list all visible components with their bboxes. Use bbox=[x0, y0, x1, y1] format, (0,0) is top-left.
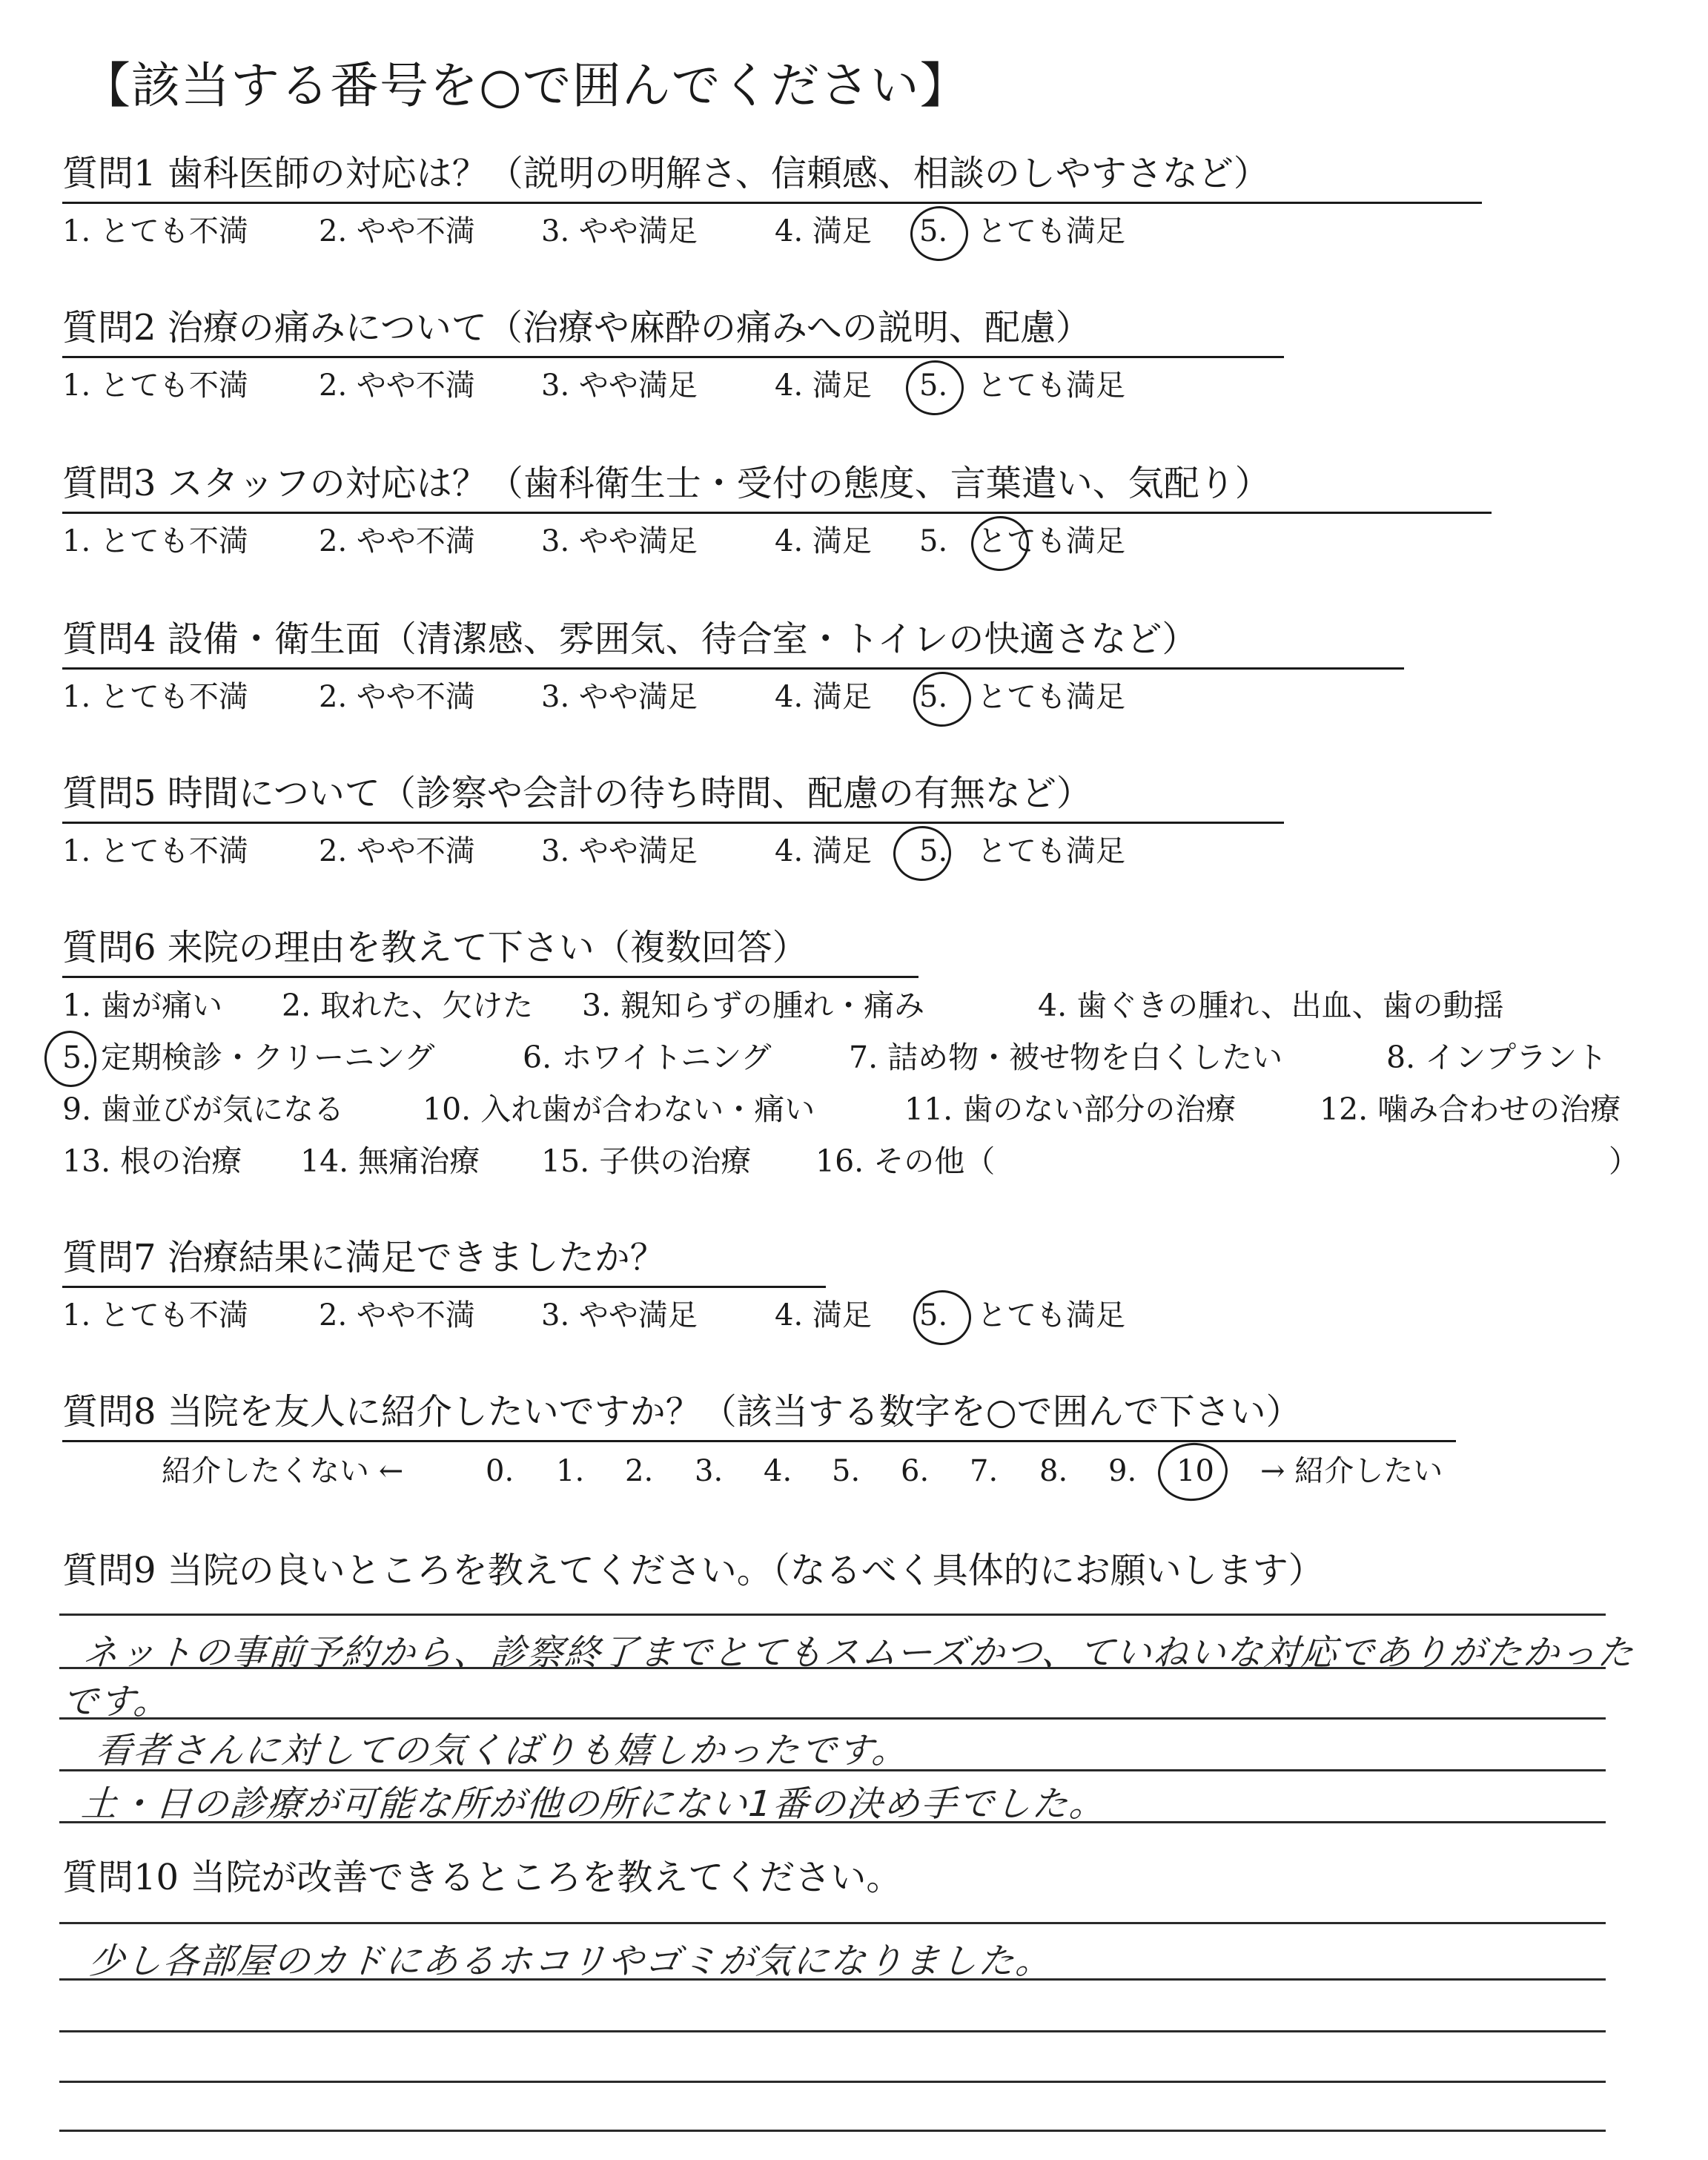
scale-option-4[interactable]: 4. 満足 bbox=[775, 1298, 872, 1332]
scale-option-1[interactable]: 1. とても不満 bbox=[62, 524, 248, 558]
question-label: 質問7 治療結果に満足できましたか？ bbox=[62, 1237, 666, 1278]
question-underline bbox=[62, 1440, 1456, 1442]
scale-option-2[interactable]: 2. やや不満 bbox=[319, 680, 475, 714]
scale-option-4[interactable]: 4. 満足 bbox=[775, 680, 872, 714]
answer-line bbox=[59, 2030, 1606, 2032]
recommend-score-1[interactable]: 1. bbox=[556, 1454, 585, 1488]
reason-option[interactable]: 16. その他（ bbox=[815, 1143, 996, 1179]
scale-option-6[interactable]: とても満足 bbox=[977, 680, 1125, 714]
handwritten-answer[interactable]: です。 bbox=[60, 1681, 172, 1723]
question-label: 質問6 来院の理由を教えて下さい（複数回答） bbox=[62, 927, 808, 968]
scale-option-2[interactable]: 2. やや不満 bbox=[319, 834, 475, 868]
answer-line bbox=[59, 1717, 1606, 1720]
scale-option-6[interactable]: とても満足 bbox=[977, 834, 1125, 868]
reason-option[interactable]: 8. インプラント bbox=[1386, 1040, 1608, 1075]
recommend-score-4[interactable]: 4. bbox=[764, 1454, 792, 1488]
scale-option-4[interactable]: 4. 満足 bbox=[775, 834, 872, 868]
question-label: 質問2 治療の痛みについて（治療や麻酔の痛みへの説明、配慮） bbox=[62, 307, 1091, 349]
handwritten-answer[interactable]: ネットの事前予約から、診察終了までとてもスムーズかつ、ていねいな対応でありがたかった bbox=[81, 1632, 1636, 1674]
handwritten-answer[interactable]: 少し各部屋のカドにあるホコリやゴミが気になりました。 bbox=[87, 1941, 1054, 1982]
scale-option-5[interactable]: 5. bbox=[919, 369, 948, 403]
scale-option-2[interactable]: 2. やや不満 bbox=[319, 524, 475, 558]
selected-answer-circle bbox=[968, 513, 1031, 574]
scale-option-6[interactable]: とても満足 bbox=[977, 524, 1125, 558]
question-label: 質問4 設備・衛生面（清潔感、雰囲気、待合室・トイレの快適さなど） bbox=[62, 618, 1198, 660]
scale-option-3[interactable]: 3. やや満足 bbox=[541, 680, 698, 714]
recommend-score-7[interactable]: 7. bbox=[970, 1454, 999, 1488]
recommend-score-8[interactable]: 8. bbox=[1039, 1454, 1068, 1488]
question-label: 質問1 歯科医師の対応は？（説明の明解さ、信頼感、相談のしやすさなど） bbox=[62, 153, 1269, 194]
answer-line bbox=[59, 2081, 1606, 2083]
scale-option-5[interactable]: 5. bbox=[919, 214, 948, 248]
recommend-high-label: → 紹介したい bbox=[1260, 1454, 1443, 1488]
scale-option-2[interactable]: 2. やや不満 bbox=[319, 1298, 475, 1332]
reason-option[interactable]: 15. 子供の治療 bbox=[541, 1143, 752, 1179]
scale-option-2[interactable]: 2. やや不満 bbox=[319, 214, 475, 248]
scale-option-1[interactable]: 1. とても不満 bbox=[62, 1298, 248, 1332]
question-underline bbox=[62, 512, 1492, 514]
scale-option-3[interactable]: 3. やや満足 bbox=[541, 369, 698, 403]
question-label: 質問8 当院を友人に紹介したいですか？（該当する数字を○で囲んで下さい） bbox=[62, 1391, 1302, 1433]
question-underline bbox=[62, 667, 1404, 670]
reason-option[interactable]: 13. 根の治療 bbox=[62, 1143, 242, 1179]
recommend-score-5[interactable]: 5. bbox=[832, 1454, 861, 1488]
reason-option[interactable]: 1. 歯が痛い bbox=[62, 988, 223, 1023]
reason-option[interactable]: 12. 噛み合わせの治療 bbox=[1320, 1091, 1621, 1127]
scale-option-1[interactable]: 1. とても不満 bbox=[62, 214, 248, 248]
scale-option-6[interactable]: とても満足 bbox=[977, 1298, 1125, 1332]
reason-option[interactable]: 2. 取れた、欠けた bbox=[282, 988, 534, 1023]
recommend-score-6[interactable]: 6. bbox=[901, 1454, 930, 1488]
reason-option[interactable]: 7. 詰め物・被せ物を白くしたい bbox=[849, 1040, 1283, 1075]
question-underline bbox=[62, 976, 918, 978]
reason-option[interactable]: 5. 定期検診・クリーニング bbox=[62, 1040, 435, 1075]
question-underline bbox=[62, 1286, 826, 1288]
question-underline bbox=[62, 356, 1284, 358]
selected-score-circle bbox=[1155, 1439, 1231, 1504]
question-underline bbox=[62, 202, 1482, 204]
scale-option-3[interactable]: 3. やや満足 bbox=[541, 214, 698, 248]
reason-option[interactable]: 4. 歯ぐきの腫れ、出血、歯の動揺 bbox=[1038, 988, 1504, 1023]
scale-option-2[interactable]: 2. やや不満 bbox=[319, 369, 475, 403]
scale-option-6[interactable]: とても満足 bbox=[977, 369, 1125, 403]
reason-option[interactable]: 3. 親知らずの腫れ・痛み bbox=[582, 988, 925, 1023]
handwritten-answer[interactable]: 看者さんに対しての気くばりも嬉しかったです。 bbox=[94, 1730, 910, 1771]
reason-option[interactable]: 10. 入れ歯が合わない・痛い bbox=[423, 1091, 815, 1127]
reason-option[interactable]: 9. 歯並びが気になる bbox=[62, 1091, 345, 1127]
selected-answer-circle bbox=[42, 1028, 99, 1090]
page-title: 【該当する番号を○で囲んでください】 bbox=[82, 57, 970, 114]
scale-option-4[interactable]: 4. 満足 bbox=[775, 524, 872, 558]
recommend-score-2[interactable]: 2. bbox=[625, 1454, 654, 1488]
scale-option-6[interactable]: とても満足 bbox=[977, 214, 1125, 248]
scale-option-4[interactable]: 4. 満足 bbox=[775, 369, 872, 403]
question-label: 質問3 スタッフの対応は？（歯科衛生士・受付の態度、言葉遣い、気配り） bbox=[62, 463, 1271, 504]
scale-option-3[interactable]: 3. やや満足 bbox=[541, 524, 698, 558]
answer-line bbox=[59, 1922, 1606, 1924]
recommend-score-3[interactable]: 3. bbox=[695, 1454, 724, 1488]
question-label: 質問9 当院の良いところを教えてください。（なるべく具体的にお願いします） bbox=[62, 1550, 1324, 1591]
scale-option-3[interactable]: 3. やや満足 bbox=[541, 834, 698, 868]
scale-option-1[interactable]: 1. とても不満 bbox=[62, 834, 248, 868]
reason-option[interactable]: 11. 歯のない部分の治療 bbox=[904, 1091, 1237, 1127]
reason-option[interactable]: 6. ホワイトニング bbox=[523, 1040, 772, 1075]
selected-answer-circle bbox=[890, 823, 953, 884]
scale-option-5[interactable]: 5. bbox=[919, 680, 948, 714]
selected-answer-circle bbox=[903, 357, 966, 418]
scale-option-3[interactable]: 3. やや満足 bbox=[541, 1298, 698, 1332]
reason-option[interactable]: ） bbox=[1609, 1143, 1639, 1179]
selected-answer-circle bbox=[910, 669, 973, 730]
question-label: 質問10 当院が改善できるところを教えてください。 bbox=[62, 1857, 902, 1898]
reason-option[interactable]: 14. 無痛治療 bbox=[300, 1143, 480, 1179]
handwritten-answer[interactable]: 土・日の診療が可能な所が他の所にない1番の決め手でした。 bbox=[79, 1783, 1108, 1825]
answer-line bbox=[59, 2130, 1606, 2132]
scale-option-5[interactable]: 5. bbox=[919, 524, 948, 558]
question-label: 質問5 時間について（診察や会計の待ち時間、配慮の有無など） bbox=[62, 773, 1092, 814]
recommend-low-label: 紹介したくない ← bbox=[162, 1454, 404, 1488]
scale-option-1[interactable]: 1. とても不満 bbox=[62, 369, 248, 403]
selected-answer-circle bbox=[910, 1287, 973, 1348]
question-underline bbox=[62, 822, 1284, 824]
recommend-score-0[interactable]: 0. bbox=[486, 1454, 514, 1488]
scale-option-5[interactable]: 5. bbox=[919, 834, 948, 868]
scale-option-1[interactable]: 1. とても不満 bbox=[62, 680, 248, 714]
scale-option-4[interactable]: 4. 満足 bbox=[775, 214, 872, 248]
selected-answer-circle bbox=[907, 203, 970, 264]
scale-option-5[interactable]: 5. bbox=[919, 1298, 948, 1332]
answer-line bbox=[59, 1614, 1606, 1616]
recommend-score-9[interactable]: 9. bbox=[1108, 1454, 1137, 1488]
recommend-score-10[interactable]: 10 bbox=[1176, 1454, 1214, 1488]
